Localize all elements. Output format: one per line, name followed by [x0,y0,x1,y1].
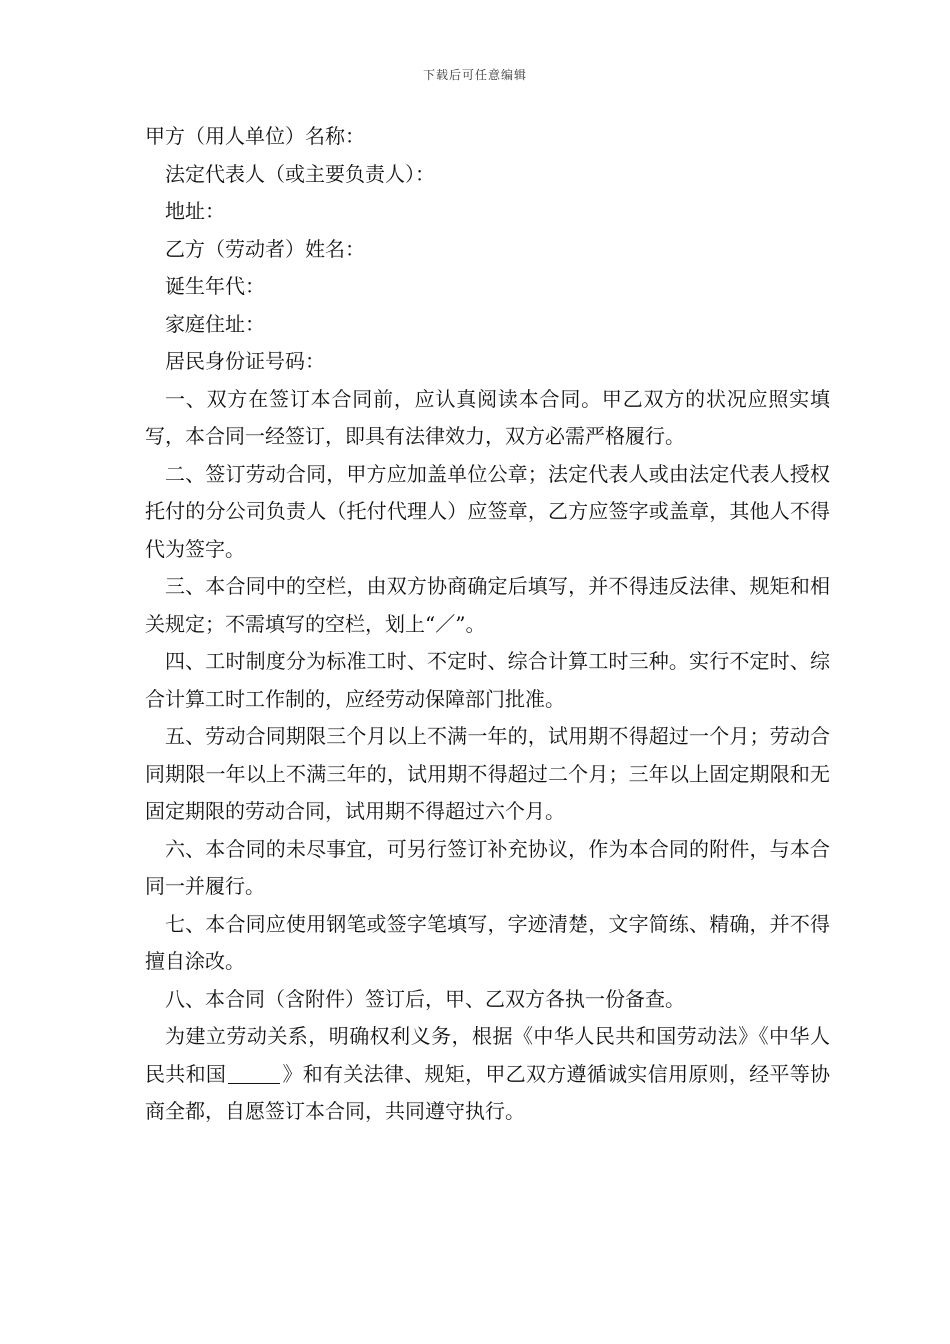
clause-2: 二、签订劳动合同，甲方应加盖单位公章；法定代表人或由法定代表人授权托付的分公司负责人（托付代理人）应签章，乙方应签字或盖章，其他人不得代为签字。 [145,461,830,561]
field-employee-name: 乙方（劳动者）姓名： [165,236,365,261]
clause-6: 六、本合同的未尽事宜，可另行签订补充协议，作为本合同的附件，与本合同一并履行。 [145,836,830,898]
field-legal-representative: 法定代表人（或主要负责人）： [165,161,435,186]
field-id-number: 居民身份证号码： [165,349,325,373]
blank-underline [228,1063,280,1084]
header-note: 下载后可任意编辑 [422,68,527,82]
clause-1: 一、双方在签订本合同前，应认真阅读本合同。甲乙双方的状况应照实填写，本合同一经签订，即具有法律效力，双方必需严格履行。 [145,386,830,448]
clause-5: 五、劳动合同期限三个月以上不满一年的，试用期不得超过一个月；劳动合同期限一年以上不满三年的，试用期不得超过二个月；三年以上固定期限和无固定期限的劳动合同，试用期不得超过六个月。 [145,724,830,823]
clause-7: 七、本合同应使用钢笔或签字笔填写，字迹清楚，文字简练、精确，并不得擅自涂改。 [145,911,830,973]
field-address: 地址： [165,199,225,223]
closing-paragraph [145,1018,830,1131]
field-birth-date: 诞生年代： [165,274,265,298]
closing-text-part2: 》和有关法律、规矩，甲乙双方遵循诚实信用原则，经平等协商全都，自愿签订本合同，共同遵守执行。 [145,1061,831,1123]
clause-3: 三、本合同中的空栏，由双方协商确定后填写，并不得违反法律、规矩和相关规定；不需填写的空栏，划上“／”。 [145,574,830,636]
field-employer-name: 甲方（用人单位）名称： [145,124,365,148]
closing-text-part1: 为建立劳动关系，明确权利义务，根据《中华人民共和国劳动法》《中华人民共和国 [145,1024,830,1086]
field-home-address: 家庭住址： [165,311,265,336]
clause-8: 八、本合同（含附件）签订后，甲、乙双方各执一份备查。 [165,986,685,1011]
contract-body [145,118,830,1131]
clause-4: 四、工时制度分为标准工时、不定时、综合计算工时三种。实行不定时、综合计算工时工作制的，应经劳动保障部门批准。 [145,649,830,711]
